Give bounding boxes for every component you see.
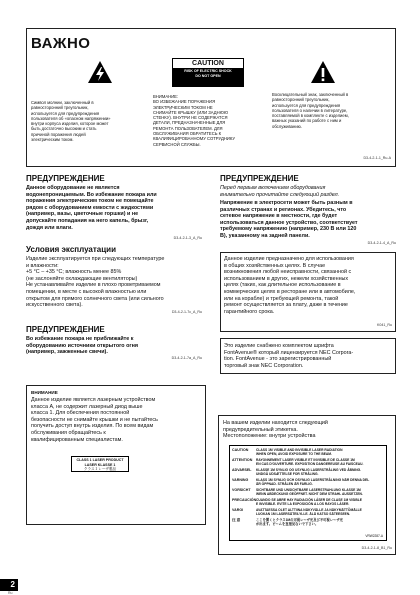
warning-fire-text: Во избежание пожара не приближайте к оборудованию источники открытого огня (например, зажженные свечи). (26, 336, 139, 356)
laser-warning-row-key: VAROI (232, 508, 244, 512)
laser-warning-row (232, 448, 384, 456)
class1-label-line3: クラス１レーザ製品 (83, 467, 117, 472)
laser-notice-text: Данное изделие является лазерным устройством класса А, не содержит лазерный диод выше класса 1. Для обеспечения постоянной безопасности не снимайте крышки и не пытайтесь получить доступ внутрь изделия. По всем видам обслуживания обращайтесь к квалифицированным специалистам. (31, 397, 158, 443)
laser-warning-row-key: VORSICHT (232, 488, 251, 492)
exclamation-triangle-icon (310, 60, 336, 84)
laser-warning-row-key: PRECAUCIÓN (232, 498, 257, 502)
laser-warning-row-text: ここを開くとクラス1Mの可視レーザ光及び不可視レーザ光 が出ます。ビームを直接見ないで下さい。 (256, 518, 343, 527)
caution-text: ВНИМАНИЕ: ВО ИЗБЕЖАНИЕ ПОРАЖЕНИЯ ЭЛЕКТРИЧЕСКИМ ТОКОМ НЕ СНИМАЙТЕ КРЫШКУ (ИЛИ ЗАДНЮЮ СТЕНКУ). ВНУТРИ НЕ СОДЕРЖАТСЯ ДЕТАЛИ, ПРЕДНАЗНАЧЕННЫЕ ДЛЯ РЕМОНТА ПОЛЬЗОВАТЕЛЕМ. ДЛЯ ОБСЛУЖИВАНИЯ ОБРАТИТЕСЬ К КВАЛИФИЦИРОВАННОМУ СОТРУДНИКУ СЕРВИСНОЙ СЛУЖБЫ. (153, 94, 235, 147)
warning-box-code: D3-4-2-1-1_Ru-A (363, 156, 391, 160)
laser-warning-rows (232, 448, 384, 526)
household-use-code: K041_Ru (377, 323, 392, 327)
laser-warning-row-text: RAYONNEMENT LASER VISIBLE ET INVISIBLE DE CLASSE 1M EN CAS D'OUVERTURE. EXPOSITION DANGEREUSE AU FAISCEAU. (256, 458, 364, 467)
caution-label (172, 58, 244, 87)
laser-warning-row (232, 498, 384, 506)
caution-label-subtitle: RISK OF ELECTRIC SHOCK DO NOT OPEN (173, 68, 243, 86)
household-use-text: Данное изделие предназначено для использования в общих хозяйственных целях. В случае возникновения любой неисправности, связанной с использованием в других, нежели хозяйственных целях (таких, как длительное использование в коммерческих целях в ресторане или в автомобиле, или на корабле) и требующей ремонта, такой ремонт осуществляется за плату, даже в течение гарантийного срока. (224, 256, 356, 315)
class1-label-line1: CLASS 1 LASER PRODUCT (76, 458, 124, 462)
warning-water-code: D3-4-2-1-3_A_Ru (173, 236, 202, 240)
laser-label-code: VRW2287-A (365, 534, 383, 538)
warning-voltage-title: ПРЕДУПРЕЖДЕНИЕ (220, 174, 299, 183)
laser-warning-row-text: CLASS 1M VISIBLE AND INVISIBLE LASER RADIATION WHEN OPEN, AVOID EXPOSURE TO THE BEAM. (256, 448, 343, 457)
laser-notice-title: ВНИМАНИЕ (31, 390, 58, 395)
caution-label-title: CAUTION (192, 60, 224, 67)
laser-warning-row-text: SICHTBARE UND UNSICHTBARE LASERSTRAHLUNG KLASSE 1M WENN ABDECKUNG GEÖFFNET. NICHT DEM STRAHL AUSSETZEN. (256, 488, 363, 497)
laser-warning-row-key: 注 意 (232, 518, 241, 522)
exclamation-symbol-description: Восклицательный знак, заключенный в равносторонний треугольник, используется для предупреждения пользователя о наличии в литературе, поставляемой в комплекте с изделием, важных указаний по работе с ним и обслуживанию. (272, 92, 349, 129)
laser-warning-row-text: AVATTAESSA OLET ALTTIINA NÄKYVÄLLE JA NÄKYMÄTTÖMÄLLE LUOKAN 1M LASERSÄTEILYLLE. ÄLÄ KATSO SÄTEESEEN. (256, 508, 362, 517)
laser-warning-row (232, 488, 384, 496)
font-license-text: Это изделие снабжено комплектом шрифта FontAvenue® который лицензируется NEC Corpora- tion. FontAvenue - это зарегистрированный торговый знак NEC Corporation. (224, 343, 354, 369)
important-warning-box (26, 28, 396, 167)
laser-warning-row (232, 468, 384, 476)
warning-box-title: ВАЖНО (31, 35, 91, 52)
laser-warning-row (232, 458, 384, 466)
laser-notice-box (26, 385, 206, 525)
laser-warning-label (229, 445, 387, 541)
warning-voltage-text: Напряжение в электросети может быть разным в различных странах и регионах. Убедитесь, что сетевое напряжение в местности, где будет использоваться данное устройство, соответствует требуемому напряжению (например, 230 В или 120 В), указанному на задней панели. (220, 200, 358, 239)
language-code: Ru (8, 591, 13, 595)
class1-laser-label (71, 456, 129, 472)
laser-warning-row-key: ADVARSEL (232, 468, 252, 472)
font-license-box (220, 338, 396, 374)
laser-warning-row-text: KLASS 1M SYNLIG OCH OSYNLIG LASERSTRÅLNING NÄR DENNA DEL ÄR ÖPPNAD. STRÅLEN ÄR FARLIG. (256, 478, 370, 487)
laser-warning-row-text: CUANDO SE ABRE HAY RADIACIÓN LÁSER DE CLASE 1M VISIBLE E INVISIBLE. EVITE LA EXPOSICIÓN A LOS RAYOS LÁSER. (256, 498, 362, 507)
warning-fire-code: D3-4-2-1-7a_A_Ru (171, 356, 202, 360)
conditions-title: Условия эксплуатации (26, 245, 116, 254)
page-number-badge (0, 579, 18, 591)
laser-label-box (218, 415, 396, 555)
laser-warning-row-key: VARNING (232, 478, 249, 482)
laser-warning-row-text: KLASSE 1M SYNLIG OG USYNLIG LASERSTRÅLING VED ÅBNING. UNDGÅ UDSÆTTELSE FOR STRÅLING. (256, 468, 362, 477)
warning-fire-title: ПРЕДУПРЕЖДЕНИЕ (26, 325, 105, 334)
conditions-code: D3-4-2-1-7c_A_Ru (171, 310, 202, 314)
warning-water-title: ПРЕДУПРЕЖДЕНИЕ (26, 174, 105, 183)
laser-warning-row (232, 508, 384, 516)
page-number: 2 (10, 580, 15, 589)
laser-warning-row-key: ATTENTION (232, 458, 253, 462)
warning-voltage-code: D3-4-2-1-4_A_Ru (367, 241, 396, 245)
laser-warning-row-key: CAUTION (232, 448, 249, 452)
lightning-triangle-icon (87, 60, 113, 84)
warning-water-text: Данное оборудование не является водонепроницаемым. Во избежание пожара или поражения электрическим током не помещайте рядом с оборудованием емкости с жидкостями (например, вазы, цветочные горшки) и не допускайте попадания на него капель, брызг, дождя или влаги. (26, 185, 157, 231)
laser-label-section-code: D3-4-2-1-8_B1_Ru (361, 546, 392, 550)
laser-label-intro: На вашем изделии находится следующий предупредительный этикетка. Местоположение: внутри устройства (223, 420, 328, 440)
warning-voltage-intro: Перед первым включением оборудования внимательно прочитайте следующий раздел. (220, 185, 340, 198)
laser-warning-row (232, 478, 384, 486)
laser-warning-row (232, 518, 384, 526)
lightning-symbol-description: Символ молнии, заключенный в равносторонний треугольник, используется для предупреждения пользователя об «опасном напряжении» внутри корпуса изделия, которое может быть достаточно высоким и стать причиной поражения людей электрическим током. (31, 100, 111, 143)
class1-label-line2: LASER KLASSE 1 (84, 462, 116, 467)
household-use-box (220, 252, 396, 332)
conditions-text: Изделие эксплуатируется при следующих температуре и влажности: +5 °C – +35 °C; влажность менее 85% (не заслоняйте охлаждающие вентиляторы) Не устанавливайте изделие в плохо проветриваемом помещении, в месте с высокой влажностью или открытом для прямого солнечного света (или сильного искусственного света). (26, 256, 165, 309)
